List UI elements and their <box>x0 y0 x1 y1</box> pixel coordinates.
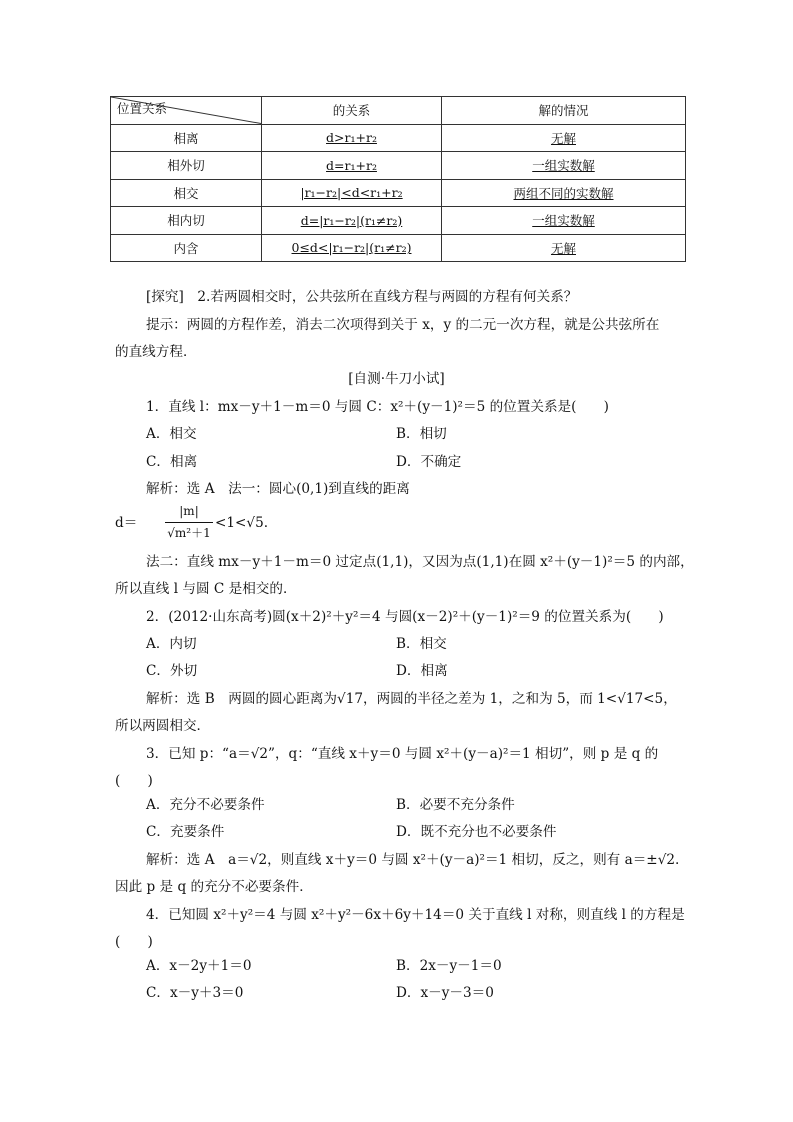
row-solution: 一组实数解 <box>442 207 686 235</box>
q1-stem: 1．直线 l：mx－y＋1－m＝0 与圆 C：x²＋(y－1)²＝5 的位置关系是( ) <box>146 399 609 415</box>
fraction-bar <box>165 522 213 523</box>
row-relation: d=r₁+r₂ <box>262 152 442 180</box>
q3-solution-line1: 解析：选 A a＝√2，则直线 x＋y＝0 与圆 x²＋(y－a)²＝1 相切，反之，则有 a＝±√2. <box>146 852 680 868</box>
table-row <box>111 207 686 235</box>
q1-solution-line3: 所以直线 l 与圆 C 是相交的． <box>115 581 297 597</box>
table-row <box>111 234 686 262</box>
q2-option-b: B．相交 <box>396 636 447 652</box>
q4-option-b: B．2x－y－1＝0 <box>396 958 502 974</box>
row-position: 相外切 <box>111 152 262 180</box>
circle-relation-table <box>110 96 686 262</box>
q4-option-a: A．x－2y＋1＝0 <box>146 958 252 974</box>
q3-option-b: B．必要不充分条件 <box>396 797 515 813</box>
q2-solution-line1: 解析：选 B 两圆的圆心距离为√17，两圆的半径之差为 1，之和为 5，而 1<√17<5， <box>146 691 677 707</box>
row-relation: |r₁−r₂|<d<r₁+r₂ <box>262 179 442 207</box>
row-position: 内含 <box>111 234 262 262</box>
row-position: 相交 <box>111 179 262 207</box>
q2-option-c: C．外切 <box>146 663 198 679</box>
explore-hint-line2: 的直线方程． <box>115 344 197 360</box>
q2-option-d: D．相离 <box>396 663 448 679</box>
header-position-label: 位置关系 <box>117 101 168 116</box>
q4-option-d: D．x－y－3＝0 <box>396 985 494 1001</box>
formula-denominator: √m²＋1 <box>167 526 211 540</box>
q3-stem-line2: ( ) <box>115 773 153 789</box>
row-relation: 0≤d<|r₁−r₂|(r₁≠r₂) <box>262 234 442 262</box>
q3-option-a: A．充分不必要条件 <box>146 797 265 813</box>
q1-solution-line2: 法二：直线 mx－y＋1－m＝0 过定点(1,1)，又因为点(1,1)在圆 x²＋(y－1)²＝5 的内部， <box>146 554 694 570</box>
table-row <box>111 124 686 152</box>
explore-hint-line1: 提示：两圆的方程作差，消去二次项得到关于 x，y 的二元一次方程，就是公共弦所在 <box>146 317 660 333</box>
row-relation: d>r₁+r₂ <box>262 124 442 152</box>
explore-question: [探究] 2.若两圆相交时，公共弦所在直线方程与两圆的方程有何关系？ <box>146 289 578 305</box>
header-relation: 的关系 <box>262 97 442 125</box>
q1-option-a: A．相交 <box>146 426 197 442</box>
row-position: 相离 <box>111 124 262 152</box>
q2-stem: 2．(2012·山东高考)圆(x＋2)²＋y²＝4 与圆(x－2)²＋(y－1)²＝9 的位置关系为( ) <box>146 609 664 625</box>
q4-stem-line2: ( ) <box>115 934 153 950</box>
row-solution: 一组实数解 <box>442 152 686 180</box>
row-relation: d=|r₁−r₂|(r₁≠r₂) <box>262 207 442 235</box>
table-row <box>111 179 686 207</box>
q1-option-b: B．相切 <box>396 426 447 442</box>
row-solution: 两组不同的实数解 <box>442 179 686 207</box>
header-solution: 解的情况 <box>442 97 686 125</box>
q4-stem-line1: 4．已知圆 x²＋y²＝4 与圆 x²＋y²－6x＋6y＋14＝0 关于直线 l 对称，则直线 l 的方程是 <box>146 907 685 923</box>
table-row <box>111 152 686 180</box>
section-title: [自测·牛刀小试] <box>348 371 445 387</box>
q1-solution-line1: 解析：选 A 法一：圆心(0,1)到直线的距离 <box>146 481 410 497</box>
q3-stem-line1: 3．已知 p：“a＝√2”，q：“直线 x＋y＝0 与圆 x²＋(y－a)²＝1 相切”，则 p 是 q 的 <box>146 746 659 762</box>
formula-right: <1<√5. <box>215 515 269 531</box>
q4-option-c: C．x－y＋3＝0 <box>146 985 244 1001</box>
q3-solution-line2: 因此 p 是 q 的充分不必要条件． <box>115 879 313 895</box>
q2-option-a: A．内切 <box>146 636 197 652</box>
q1-option-c: C．相离 <box>146 454 198 470</box>
row-solution: 无解 <box>442 234 686 262</box>
table-header-row <box>111 97 686 125</box>
row-solution: 无解 <box>442 124 686 152</box>
q3-option-d: D．既不充分也不必要条件 <box>396 824 557 840</box>
q1-option-d: D．不确定 <box>396 454 462 470</box>
formula-numerator: |m| <box>179 504 199 518</box>
diagonal-header-cell <box>111 97 262 125</box>
formula-left: d＝ <box>115 515 138 531</box>
row-position: 相内切 <box>111 207 262 235</box>
q2-solution-line2: 所以两圆相交． <box>115 718 211 734</box>
q3-option-c: C．充要条件 <box>146 824 225 840</box>
